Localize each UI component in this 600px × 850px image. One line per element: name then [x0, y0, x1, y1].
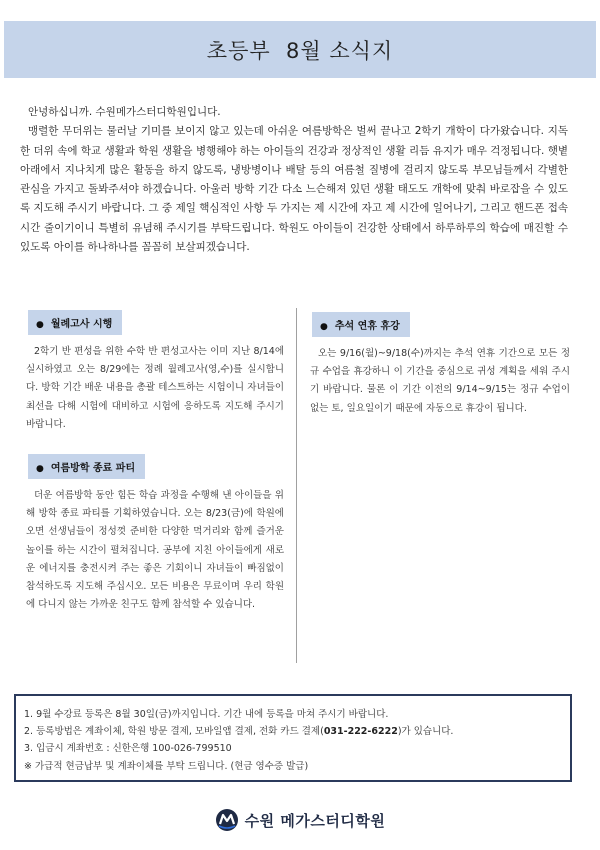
notice-line-3: 3. 입금시 계좌번호 : 신한은행 100-026-799510	[24, 743, 232, 755]
section-summer-party	[26, 454, 284, 614]
notice-line-2	[24, 723, 562, 740]
phone-number: 031-222-6222	[323, 726, 398, 738]
left-column	[26, 310, 284, 614]
section-title: 월례고사 시행	[50, 319, 113, 330]
greeting: 안녕하십니까. 수원메가스터디학원입니다.	[28, 106, 221, 118]
page-title: 초등부 8월 소식지	[206, 38, 394, 63]
registration-notice-box	[14, 694, 572, 782]
section-body: 더운 여름방학 동안 힘든 학습 과정을 수행해 낸 아이들을 위해 방학 종료 파티를 기획하였습니다. 오는 8/23(금)에 학원에 오면 선생님들이 정성껏 준비한 다양한 먹거리와 함께 즐거운 놀이를 하는 시간이 펼쳐집니다. 공부에 지친 아이들에게 새로운 에너지를 충전시켜 주는 좋은 기회이니 자녀들이 빠짐없이 참석하도록 지도해 주십시오. 모든 비용은 무료이며 우리 학원에 다니지 않는 가까운 친구도 함께 참석할 수 있습니다.	[26, 490, 284, 611]
column-divider	[296, 308, 297, 663]
section-monthly-test	[26, 310, 284, 434]
notice-line-2-suffix: )가 있습니다.	[397, 726, 454, 738]
bullet-icon: ●	[320, 322, 328, 332]
section-title: 추석 연휴 휴강	[334, 321, 400, 332]
section-header-chuseok	[312, 312, 410, 337]
section-header-monthly-test	[28, 310, 122, 335]
notice-line-2-prefix: 2. 등록방법은 계좌이체, 학원 방문 결제, 모바일앱 결제, 전화 카드 결제(	[24, 726, 324, 738]
bullet-icon: ●	[36, 464, 44, 475]
section-body: 2학기 반 편성을 위한 수학 반 편성고사는 이미 지난 8/14에 실시하였고 오는 8/29에는 정례 월례고사(영,수)를 실시합니다. 방학 기간 배운 내용을 총괄 테스트하는 시험이니 자녀들이 최선을 다해 시험에 대비하고 시험에 응하도록 지도해 주시기 바랍니다.	[26, 346, 284, 430]
section-chuseok	[310, 312, 570, 418]
footer	[0, 805, 600, 835]
intro-body: 맹렬한 무더위는 물러날 기미를 보이지 않고 있는데 아쉬운 여름방학은 벌써 끝나고 2학기 개학이 다가왔습니다. 지독한 더위 속에 학교 생활과 학원 생활을 병행해야 하는 아이들의 건강과 정상적인 생활 리듬 유지가 매우 걱정됩니다. 햇볕 아래에서 지나치게 많은 활동을 하지 않도록, 냉방병이나 배탈 등의 여름철 질병에 걸리지 않도록 부모님들께서 각별한 관심을 가지고 돌봐주셔야 하겠습니다. 아울러 방학 기간 다소 느슨해져 있던 생활 태도도 개학에 맞춰 바로잡을 수 있도록 지도해 주시기 바랍니다. 그 중 제일 핵심적인 사항 두 가지는 제 시간에 자고 제 시간에 일어나기, 그리고 핸드폰 접속 시간 줄이기이니 특별히 유념해 주시기를 부탁드립니다. 학원도 아이들이 건강한 상태에서 하루하루의 학습에 매진할 수 있도록 아이를 하나하나를 꼼꼼히 보살피겠습니다.	[20, 125, 568, 254]
title-bar	[4, 21, 596, 78]
notice-line-4: ※ 가급적 현금납부 및 계좌이체를 부탁 드립니다. (현금 영수증 발급)	[24, 760, 309, 772]
megastudy-logo-icon	[215, 808, 239, 832]
notice-line-1: 1. 9월 수강료 등록은 8월 30일(금)까지입니다. 기간 내에 등록을 마쳐 주시기 바랍니다.	[24, 709, 389, 720]
intro-text	[20, 103, 568, 257]
academy-name: 수원 메가스터디학원	[244, 811, 386, 830]
section-header-summer-party	[28, 454, 145, 479]
section-title: 여름방학 종료 파티	[50, 463, 136, 475]
bullet-icon: ●	[36, 320, 44, 330]
section-body: 오는 9/16(월)~9/18(수)까지는 추석 연휴 기간으로 모든 정규 수업을 휴강하니 이 기간을 중심으로 귀성 계획을 세워 주시기 바랍니다. 물론 이 기간 이전의 9/14~9/15는 정규 수업이 없는 토, 일요일이기 때문에 자동으로 휴강이 됩니다.	[310, 348, 570, 414]
right-column	[310, 312, 570, 418]
